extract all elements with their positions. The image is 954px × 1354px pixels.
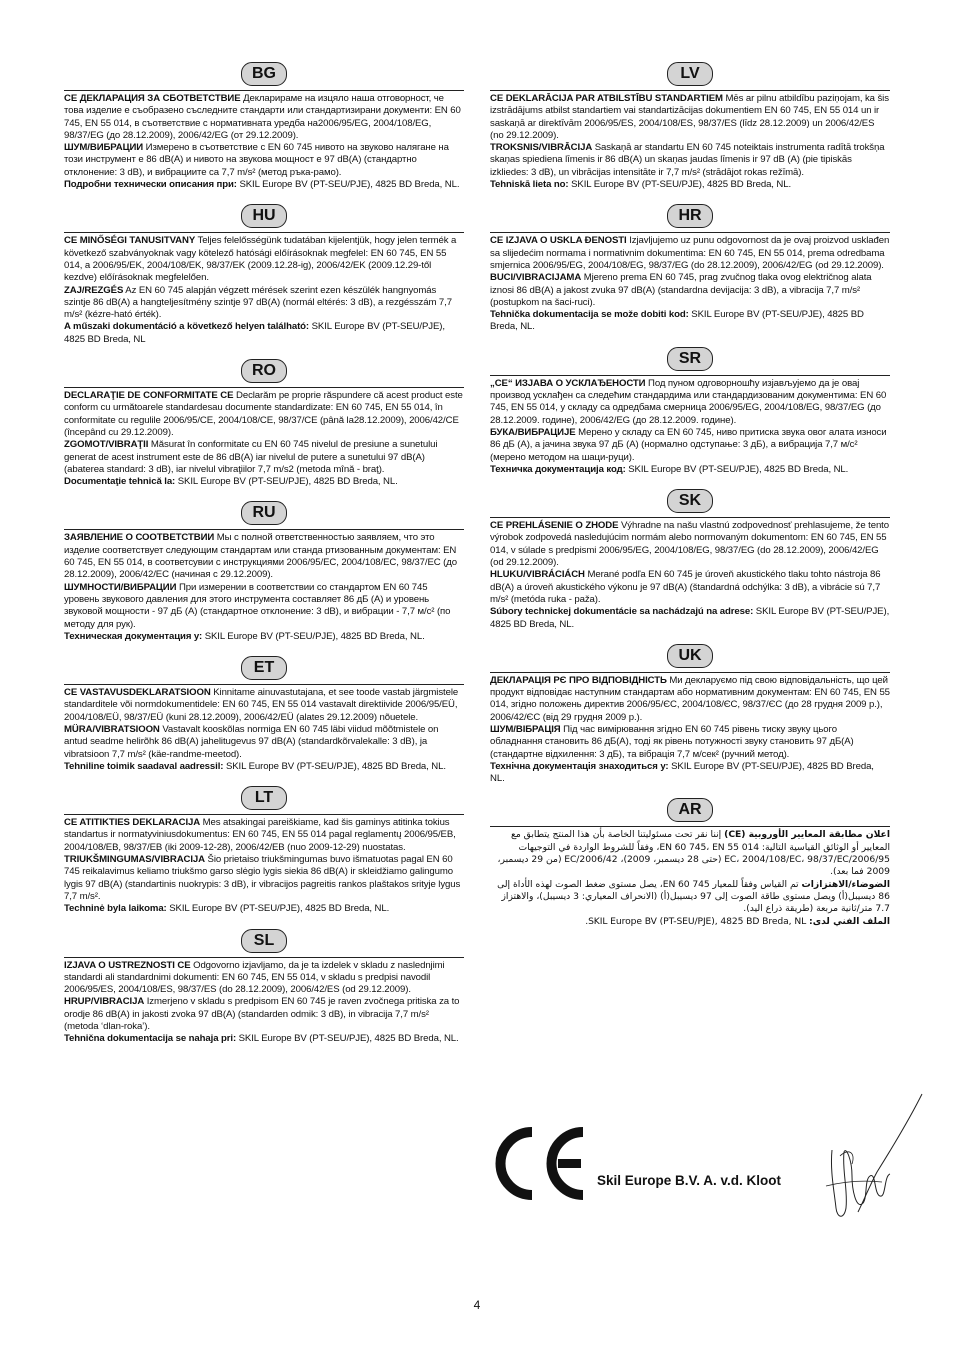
paragraph	[490, 142, 890, 179]
paragraph-body: تم القياس وفقاً للمعيار EN 60 745، يصل مستوى ضغط الصوت لهذه الأداة إلى 86 ديسيبل(أ) ويصل مستوى طاقة الصوت إلى 97 ديسيبل(أ) (الانحراف المعياري: 3 ديسيبل)، والاهتزاز 7.7 متر/ثانية مربعة (طريقة ذراع اليد).	[497, 878, 890, 915]
paragraph-label: Tehnična dokumentacija se nahaja pri:	[64, 1033, 237, 1045]
paragraph-label: Techninė byla laikoma:	[64, 903, 167, 915]
language-badge: LV	[667, 62, 713, 86]
paragraph	[490, 378, 890, 427]
paragraph-label: Техничка документација код:	[490, 463, 626, 475]
paragraph-label: الضوضاء/الاهتزازات	[801, 878, 890, 890]
paragraph-label: БУКА/ВИБРАЦИЈЕ	[490, 426, 576, 438]
language-badge: LT	[241, 786, 287, 810]
paragraph-label: ZGOMOT/VIBRAŢII	[64, 439, 149, 451]
paragraph-body: Мерено у складу са EN 60 745, ниво притиска звука овог алата износи 86 дБ (A), а јачина звука 97 дБ (A) (нормално одступање: 3 дБ), а вибрација 7,7 м/с² (мерено методом на шаци-руци).	[490, 426, 887, 463]
declaration-text	[64, 960, 464, 1046]
language-badge: ET	[241, 656, 287, 680]
section-ro	[64, 357, 464, 488]
paragraph	[64, 285, 464, 322]
paragraph-label: BUCI/VIBRACIJAMA	[490, 272, 582, 284]
section-header	[490, 345, 890, 376]
paragraph-label: الملف الفني لدى:	[809, 915, 890, 927]
paragraph	[64, 724, 464, 761]
paragraph-label: اعلان مطابقة المعايير الأوروبية (CE)	[724, 829, 890, 841]
paragraph-body: Az EN 60 745 alapján végzett mérések szerint ezen készülék hangnyomás szintje 86 dB(A) a hangteljesítmény szintje 97 dB(A) (normál eltérés: 3 dB), a rezgésszám 7,7 m/s² (kézre-ható érték).	[64, 284, 452, 321]
section-header	[490, 487, 890, 518]
paragraph-label: CE VASTAVUSDEKLARATSIOON	[64, 687, 211, 699]
paragraph	[64, 532, 464, 581]
declaration-text	[64, 93, 464, 191]
paragraph-body: При измерении в соответствии со стандартом EN 60 745 уровень звукового давления для этого инструмента составляет 86 дБ (A) и уровень звуковой мощности - 97 дБ (A) (стандартное отклонение: 3 dB), и вибрации - 7,7 м/с² (по методу для рук).	[64, 581, 451, 630]
paragraph	[64, 687, 464, 724]
language-badge: SR	[667, 347, 713, 371]
paragraph-body: SKIL Europe BV (PT-SEU/PJE), 4825 BD Breda, NL.	[490, 309, 864, 333]
paragraph	[64, 439, 464, 476]
paragraph-label: HLUKU/VIBRÁCIÁCH	[490, 569, 585, 581]
paragraph	[490, 606, 890, 631]
paragraph-body: SKIL Europe BV (PT-SEU/PJE), 4825 BD Breda, NL.	[490, 760, 874, 785]
paragraph	[490, 675, 890, 724]
section-header	[64, 499, 464, 530]
section-header	[490, 796, 890, 827]
paragraph	[490, 520, 890, 569]
paragraph	[64, 179, 464, 191]
paragraph-body: Odgovorno izjavljamo, da je ta izdelek v skladu z naslednjimi standardi ali standardnimi dokumenti: EN 60 745, EN 55 014, v skladu s predpisi navodil 2006/95/ES, 2004/108/ES, 98/37/ES (do 28.12.2009), 2006/42/ES (od 29.12.2009).	[64, 959, 445, 996]
declaration-text	[490, 520, 890, 631]
left-column	[64, 60, 464, 1057]
paragraph-label: DECLARAŢIE DE CONFORMITATE CE	[64, 390, 234, 402]
paragraph-label: ДЕКЛАРАЦІЯ РЄ ПРО ВІДПОВІДНІСТЬ	[490, 674, 667, 686]
paragraph-body: إننا نقر تحت مسئوليتنا الخاصة بأن هذا المنتج يتطابق مع المعايير أو الوثائق القياسية التالية: EN 60 745، EN 55 014، وفقاً للشروط الواردة في التوجيهات 2006/95/EC، 2004/108/EC، 98/37/EC (حتى 28 ديسمبر، 2009)، 2006/42/EC (من 29 ديسمبر، 2009 فما بعد).	[497, 829, 890, 878]
paragraph-body: Измерено в съответствие с EN 60 745 нивото на звуково налягане на този инструмент е 86 dB(A) и нивото на звукова мощност е 97 dB(A) (стандартно отклонение: 3 dB), и вибрациите са 7,7 m/s² (метод ръка-рамо).	[64, 142, 449, 178]
paragraph	[64, 142, 464, 179]
paragraph	[490, 761, 890, 786]
paragraph-body: SKIL Europe BV (PT-SEU/PJE), 4825 BD Breda, NL.	[490, 606, 890, 630]
language-badge: SL	[241, 929, 287, 953]
paragraph-body: SKIL Europe BV (PT-SEU/PJE), 4825 BD Breda, NL.	[625, 463, 849, 475]
paragraph-body: SKIL Europe BV (PT-SEU/PJE), 4825 BD Breda, NL.	[202, 630, 425, 642]
paragraph-label: Súbory technickej dokumentácie sa nachádzajú na adrese:	[490, 606, 754, 618]
section-header	[64, 357, 464, 388]
paragraph-label: A műszaki dokumentáció a következő helyen található:	[64, 321, 310, 333]
paragraph	[64, 903, 464, 915]
declaration-text	[64, 687, 464, 773]
paragraph-body: Merané podľa EN 60 745 je úroveň akustického tlaku tohto nástroja 86 dB(A) a úroveň akustického výkonu je 97 dB(A) (štandardná odchýlka: 3 dB), a vibrácie sú 7,7 m/s² (metóda ruka - paža).	[490, 569, 881, 605]
section-header	[490, 642, 890, 673]
paragraph	[490, 427, 890, 464]
paragraph-label: CE IZJAVA O USKLA ĐENOSTI	[490, 235, 627, 247]
section-ru	[64, 499, 464, 643]
section-hr	[490, 202, 890, 333]
ce-mark-logo	[488, 1126, 588, 1201]
section-header	[64, 654, 464, 685]
paragraph-label: ШУМНОСТИ/ВИБРАЦИИ	[64, 581, 177, 593]
paragraph	[64, 321, 464, 346]
language-badge: HR	[667, 204, 713, 228]
paragraph-body: Під час вимірювання згідно EN 60 745 рівень тиску звуку цього обладнання становить 86 дБ(A), тоді як рівень потужності звуку становить 97 дБ(A) (стандартне відхилення: 3 дБ), та вібрація 7,7 м/сек² (ручний метод).	[490, 723, 854, 760]
paragraph-body: SKIL Europe BV (PT-SEU/PJE), 4825 BD Breda, NL.	[236, 179, 460, 191]
paragraph	[490, 916, 890, 928]
paragraph-body: Kinnitame ainuvastutajana, et see toode vastab järgmistele standarditele või normdokumentidele: EN 60 745, EN 55 014 vastavalt direktiivide 2006/95/EÜ, 2004/108/EÜ, 98/37/EÜ (kuni 28.12.2009), 2006/42/EÜ (alates 29.12.2009) nõuetele.	[64, 687, 459, 723]
declaration-text	[64, 390, 464, 488]
language-badge: SK	[667, 489, 713, 513]
declaration-text	[64, 817, 464, 915]
paragraph-body: Declarăm pe proprie răspundere că acest product este conform cu următoarele standardesau documente standardizate: EN 60 745, EN 55 014, în conformitate cu regulile 2006/95/CE, 2004/108/CE, 98/37/CE (până la28.12.2009), 2006/42/CE (începând cu 29.12.2009).	[64, 390, 463, 438]
section-header	[64, 60, 464, 91]
paragraph-body: Декларираме на изцяло наша отговорност, че това изделие е съобразено съследните стандарти или стандартизирани документи: EN 60 745, EN 55 014, в съответствие с нормативната уредба на2006/95/EG, 2004/108/EG, 98/37/EG (до 28.12.2009), 2006/42/EG (от 29.12.2009).	[64, 93, 461, 141]
paragraph-body: Mēs ar pilnu atbildību paziņojam, ka šis izstrādājums atbilst standartiem vai standartizācijas dokumentiem EN 60 745, EN 55 014 un ir saskaņā ar direktīvām 2006/95/ES, 2004/108/ES, 98/37/ES (līdz 28.12.2009) un 2006/42/ES (no 29.12.2009).	[490, 93, 889, 141]
section-header	[490, 202, 890, 233]
paragraph-body: Mes atsakingai pareiškiame, kad šis gaminys atitinka tokius standartus ir normatyviniusdokumentus: EN 60 745, EN 55 014 pagal reglamentų 2006/95/EB, 2004/108/EB, 98/37/EB (iki 2009-12-28), 2006/42/EB (nuo 2009-12-29) nuostatas.	[64, 817, 456, 853]
paragraph-body: SKIL Europe BV (PT-SEU/PJE), 4825 BD Breda, NL.	[568, 179, 792, 191]
section-bg	[64, 60, 464, 191]
paragraph-body: Šio prietaiso triukšmingumas buvo išmatuotas pagal EN 60 745 reikalavimus keliamo triukšmo garso slėgio lygis siekia 86 dB(A) ir skleidžiamo galingumo lygis 97 dB(A) (standartinis nuokrypis: 3 dB), ir vibracijos pagreitis rankos plaštakos srityje lygus 7,7 m/s².	[64, 854, 461, 902]
company-signatory: Skil Europe B.V. A. v.d. Kloot	[597, 1173, 782, 1188]
paragraph-label: Технічна документація знаходиться у:	[490, 760, 669, 772]
section-sl	[64, 927, 464, 1046]
paragraph-body: Saskaņā ar standartu EN 60 745 noteiktais instrumenta radītā trokšņa skaņas spiediena līmenis ir 86 dB(A) un skaņas jaudas līmenis ir 97 dB (A) (pie tipiskās izkliedes: 3 dB), un vibrācijas intensitāte ir 7,7 m/s² (strādājot rokas režīmā).	[490, 142, 885, 178]
paragraph-body: Ми декларуємо під свою відповідальність, що цей продукт відповідає наступним стандартам або нормативним документам: EN 60 745, EN 55 014, згідно положень директив 2006/95/ЄС, 2004/108/ЄС, 98/37/ЄС (до 28 грудня 2009 р.), 2006/42/ЄС (від 29 грудня 2009 р.).	[490, 674, 890, 723]
paragraph	[64, 235, 464, 284]
paragraph-label: ШУМ/ВІБРАЦІЯ	[490, 723, 561, 735]
paragraph	[490, 879, 890, 916]
page-number: 4	[473, 1298, 481, 1312]
paragraph	[64, 854, 464, 903]
paragraph-body: Mjereno prema EN 60 745, prag zvučnog tlaka ovog električnog alata iznosi 86 dB(A) a jakost zvuka 97 dB(A) (standardna devijacija: 3 dB), a vibracija 7,7 m/s² (postupkom na šaci-ruci).	[490, 272, 872, 308]
paragraph-label: Техническая документация у:	[64, 630, 203, 642]
section-header	[490, 60, 890, 91]
section-ar	[490, 796, 890, 927]
paragraph-label: Tehniskā lieta no:	[490, 179, 569, 191]
paragraph	[490, 724, 890, 761]
section-lt	[64, 784, 464, 915]
declaration-text	[64, 532, 464, 643]
paragraph	[490, 464, 890, 476]
paragraph-label: „CE“ ИЗЈАВА О УСКЛАЂЕНОСТИ	[490, 377, 646, 389]
section-hu	[64, 202, 464, 346]
paragraph	[64, 631, 464, 643]
declaration-text	[490, 829, 890, 927]
language-badge: HU	[241, 204, 287, 228]
paragraph-body: Măsurat în conformitate cu EN 60 745 nivelul de presiune a sunetului generat de acest instrument este de 86 dB(A) iar nivelul de putere a sunetului 97 dB(A) (abaterea standard: 3 dB), iar nivelul vibraţiilor 7,7 m/s2 (metoda mînă - braţ).	[64, 439, 438, 475]
section-header	[64, 784, 464, 815]
paragraph-body: Мы с полной ответственностью заявляем, что это изделие соответствует следующим стандартам или станда ртизованным документам: EN 60 745, EN 55 014, в соответсувии с инструкциями 2006/95/EC, 2004/108/EC, 98/37/EC (до 28.12.2009), 2006/42/EC (начиная с 29.12.2009).	[64, 532, 457, 581]
paragraph	[490, 309, 890, 334]
paragraph-label: CE DEKLARĀCIJA PAR ATBILSTĪBU STANDARTIEM	[490, 93, 723, 104]
paragraph-body: SKIL Europe BV (PT-SEU/PJE), 4825 BD Breda, NL.	[585, 915, 810, 927]
paragraph-body: SKIL Europe BV (PT-SEU/PJE), 4825 BD Breda, NL.	[175, 476, 398, 488]
paragraph	[490, 272, 890, 309]
section-lv	[490, 60, 890, 191]
language-badge: BG	[241, 62, 287, 86]
paragraph	[64, 390, 464, 439]
paragraph	[64, 1033, 464, 1045]
declaration-text	[490, 378, 890, 476]
language-badge: AR	[667, 798, 713, 822]
paragraph	[64, 582, 464, 631]
paragraph-label: TRIUKŠMINGUMAS/VIBRACIJA	[64, 854, 205, 866]
paragraph-label: MÜRA/VIBRATSIOON	[64, 723, 160, 735]
paragraph	[64, 93, 464, 142]
section-sk	[490, 487, 890, 631]
paragraph	[490, 829, 890, 878]
declaration-text	[490, 675, 890, 786]
paragraph-body: SKIL Europe BV (PT-SEU/PJE), 4825 BD Breda, NL.	[166, 903, 390, 915]
paragraph	[490, 235, 890, 272]
section-header	[64, 927, 464, 958]
paragraph-label: CE MINŐSÉGI TANUSITVANY	[64, 235, 196, 247]
paragraph	[64, 960, 464, 997]
paragraph-label: ШУМ/ВИБРАЦИИ	[64, 142, 144, 154]
paragraph	[64, 996, 464, 1033]
paragraph-label: CE ДЕКЛАРАЦИЯ ЗА СБОТВЕТСТВИЕ	[64, 93, 241, 104]
section-et	[64, 654, 464, 773]
paragraph-label: CE ATITIKTIES DEKLARACIJA	[64, 817, 201, 829]
signature-image	[822, 1090, 932, 1240]
paragraph-label: Documentaţie tehnică la:	[64, 476, 176, 488]
paragraph	[64, 476, 464, 488]
paragraph-body: Под пуном одговорношћу изјављујемо да је овај производ усклађен са следећим стандардима или стандардизованим документима: EN 60 745, EN 55 014, у складу са одредбама смерница 2006/95/EG, 2004/108/EG, 98/37/EG (до 28.12.2009. године), 2006/42/EG (до 28.12.2009. године).	[490, 377, 887, 426]
paragraph-body: Vastavalt kooskõlas normiga EN 60 745 läbi viidud mõõtmistele on antud seadme helirõhk 86 dB(A) jahelitugevus 97 dB(A) (standardkõrvalekalle: 3 dB), ja vibratsioon 7,7 m/s² (käe-randme-meetod).	[64, 723, 439, 760]
paragraph-label: Подробни технически описания при:	[64, 179, 237, 191]
language-badge: RU	[241, 501, 287, 525]
paragraph-label: ZAJ/REZGÉS	[64, 284, 124, 296]
declaration-text	[490, 235, 890, 333]
paragraph-label: TROKSNIS/VIBRĀCIJA	[490, 142, 593, 154]
paragraph-body: Výhradne na našu vlastnú zodpovednosť prehlasujeme, že tento výrobok zodpovedá nasledujúcim normám alebo normovaným dokumentom: EN 60 745, EN 55 014, v súlade s predpismi 2006/95/EG, 2004/108/EG, 98/37/EG (do 28.12.2009), 2006/42/EG (od 29.12.2009).	[490, 520, 889, 569]
paragraph-body: SKIL Europe BV (PT-SEU/PJE), 4825 BD Breda, NL.	[223, 760, 446, 772]
section-uk	[490, 642, 890, 786]
paragraph-label: ЗАЯВЛЕНИЕ О СООТВЕТСТВИИ	[64, 532, 215, 544]
paragraph	[64, 817, 464, 854]
paragraph-body: Izjavljujemo uz punu odgovornost da je ovaj proizvod usklađen sa slijedećim normama i normativnim dokumentima: EN 60 745, EN 55 014, prema odredbama smjernica 2006/95/EG, 2004/108/EG, 98/37/EG (do 28.12.2009), 2006/42/EG (od 29.12.2009).	[490, 235, 890, 271]
paragraph-label: Tehnička dokumentacija se može dobiti kod:	[490, 309, 689, 321]
declaration-text	[490, 93, 890, 191]
section-header	[64, 202, 464, 233]
section-sr	[490, 345, 890, 476]
paragraph-body: Izmerjeno v skladu s predpisom EN 60 745 je raven zvočnega pritiska za to orodje 86 dB(A) in jakosti zvoka 97 dB(A) (standarden odmik: 3 dB), in vibracija 7,7 m/s² (metoda ‘dlan-roka’).	[64, 996, 460, 1033]
paragraph	[490, 569, 890, 606]
language-badge: UK	[667, 644, 713, 668]
declaration-text	[64, 235, 464, 346]
paragraph	[490, 93, 890, 142]
paragraph-body: Teljes felelősségünk tudatában kijelentjük, hogy jelen termék a következő szabványoknak vagy kötelező hatósági előírásoknak megfelel: EN 60 745, EN 55 014, a 2006/95/EK, 2004/108/EK, 98/37/EK (2009.12.28-ig), 2006/42/EK (2009.12.29-től kezdve) előírásoknak megfelelően.	[64, 235, 457, 284]
paragraph-label: IZJAVA O USTREZNOSTI CE	[64, 959, 191, 971]
paragraph-label: CE PREHLÁSENIE O ZHODE	[490, 520, 619, 532]
paragraph-label: Tehniline toimik saadaval aadressil:	[64, 760, 224, 772]
right-column	[490, 60, 890, 939]
paragraph-label: HRUP/VIBRACIJA	[64, 996, 145, 1008]
language-badge: RO	[241, 359, 287, 383]
paragraph	[64, 761, 464, 773]
paragraph	[490, 179, 890, 191]
paragraph-body: SKIL Europe BV (PT-SEU/PJE), 4825 BD Breda, NL.	[236, 1033, 459, 1045]
paragraph-body: SKIL Europe BV (PT-SEU/PJE), 4825 BD Breda, NL	[64, 321, 445, 345]
